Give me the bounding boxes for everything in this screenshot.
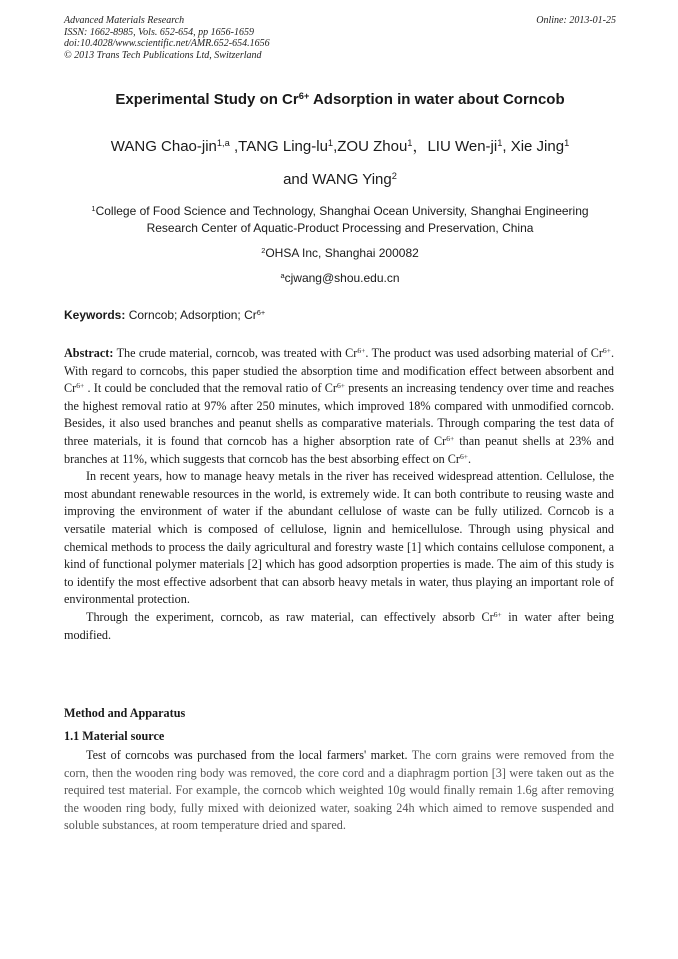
abstract-text: . The product was used adsorbing material of Cr — [365, 346, 603, 360]
abstract-text: . It could be concluded that the removal ratio of Cr — [84, 381, 337, 396]
keywords — [64, 307, 616, 323]
material-text: Test of corncobs was purchased from the local farmers' market. — [86, 748, 408, 762]
abstract-text: than peanut shells at 23% and branches at 11%, which suggests that corncob has the best absorbing effect on Cr — [64, 433, 614, 466]
material-text-grey: The corn grains were removed from the corn, then the wooden ring body was removed, the core cord and a diaphragm portion [3] were taken out as the required test material. For example, the corncob which weighted 10g would finally remain 1.6g after removing the wooden ring body, fully mixed with deionized water, soaking 24h which aimed to remove suspended and soluble substances, at room temperature dried and spared. — [64, 748, 614, 833]
copyright-line: © 2013 Trans Tech Publications Ltd, Switzerland — [64, 49, 262, 61]
affiliation-2-sup: 2 — [261, 245, 266, 255]
author-6: and WANG Ying — [283, 171, 392, 188]
abstract-label: Abstract: — [64, 346, 114, 360]
author-5-sup: 1 — [564, 137, 570, 148]
author-3-sup: 1 — [407, 137, 413, 148]
title-text-end: Adsorption in water about Corncob — [309, 91, 565, 108]
affiliation-1-sup: 1 — [91, 203, 96, 213]
section-heading-method: Method and Apparatus — [64, 706, 186, 720]
author-list — [64, 130, 616, 196]
main-text — [64, 345, 614, 644]
intro-text: Through the experiment, corncob, as raw material, can effectively absorb Cr — [86, 609, 494, 624]
affiliation-2 — [64, 245, 616, 262]
title-text: Experimental Study on Cr — [115, 91, 299, 108]
paper-title — [64, 90, 616, 110]
author-1-sup: 1,a — [216, 137, 230, 148]
online-date: Online: 2013-01-25 — [536, 15, 616, 26]
affiliation-1 — [64, 203, 616, 236]
abstract-text: . With regard to corncobs, this paper studied the absorption time and modification effect between absorbent and Cr — [64, 346, 614, 396]
keywords-label: Keywords: — [64, 308, 126, 322]
intro-text-end: in water after being modified. — [64, 609, 614, 642]
material-paragraph — [64, 747, 614, 835]
author-line-2 — [64, 163, 616, 196]
abstract-sup: 6+ — [336, 381, 345, 391]
author-line-1 — [64, 130, 616, 163]
abstract-sup: 6+ — [357, 345, 366, 355]
doi-line: doi:10.4028/www.scientific.net/AMR.652-654.1656 — [64, 38, 270, 49]
author-4-sup: 1 — [497, 137, 503, 148]
author-1: WANG Chao-jin — [110, 138, 217, 155]
author-2: ,TANG Ling-lu — [229, 138, 328, 155]
email-sup: a — [280, 270, 285, 280]
title-sup: 6+ — [298, 90, 310, 101]
abstract-text: presents an increasing tendency over time and reaches the highest removal ratio at 97% after 250 minutes, which improved 18% compared with unmodified corncob. Besides, it also used branches and peanut shells as comparative materials. Through comparing the test data of three materials, it is found that corncob has a higher absorption rate of Cr — [64, 381, 614, 448]
subsection-heading-material: 1.1 Material source — [64, 729, 165, 743]
intro-paragraph-1: In recent years, how to manage heavy metals in the river has received widespread attention. Cellulose, the most abundant renewable resources in the world, is extremely wide. It can both contribute to reusing waste and improving the environment of water if the abundant cellulose of waste can be fully utilized. Corncob is a versatile material which is composed of cellulose, lignin and hemicellulose. Through using physical and chemical methods to process the daily agricultural and forestry waste [1] which contains cellulose component, a kind of functional polymer materials [2] which has good adsorption properties is made. The aim of this study is to identify the most effective adsorbent that can absorb heavy metals in water, thus playing an important role of environmental protection. — [64, 469, 614, 607]
author-5: , Xie Jing — [502, 138, 565, 155]
abstract-sup: 6+ — [446, 433, 455, 443]
abstract-sup: 6+ — [460, 451, 469, 461]
abstract-sup: 6+ — [602, 345, 611, 355]
email-line — [64, 270, 616, 287]
abstract-text: The crude material, corncob, was treated with Cr — [113, 346, 358, 360]
intro-sup: 6+ — [493, 609, 502, 619]
affiliation-1-line-1: College of Food Science and Technology, Shanghai Ocean University, Shanghai Engineering — [95, 204, 589, 218]
affiliation-2-text: OHSA Inc, Shanghai 200082 — [265, 246, 419, 260]
abstract-paragraph — [64, 345, 614, 468]
intro-paragraph-2 — [64, 609, 614, 644]
issn-line: ISSN: 1662-8985, Vols. 652-654, pp 1656-1659 — [64, 26, 254, 38]
abstract-text: . — [468, 451, 472, 466]
abstract-sup: 6+ — [76, 381, 85, 391]
material-section — [64, 747, 614, 835]
author-2-sup: 1 — [327, 137, 334, 148]
email-address[interactable]: cjwang@shou.edu.cn — [284, 271, 400, 285]
journal-header — [64, 15, 616, 61]
journal-name: Advanced Materials Research — [64, 15, 185, 26]
author-4: ，LIU Wen-ji — [412, 138, 498, 155]
author-3: ,ZOU Zhou — [333, 138, 408, 155]
keywords-sup: 6+ — [256, 307, 266, 317]
author-6-sup: 2 — [391, 170, 397, 181]
affiliation-1-line-2: Research Center of Aquatic-Product Processing and Preservation, China — [146, 220, 534, 235]
keywords-text: Corncob; Adsorption; Cr — [125, 308, 257, 322]
